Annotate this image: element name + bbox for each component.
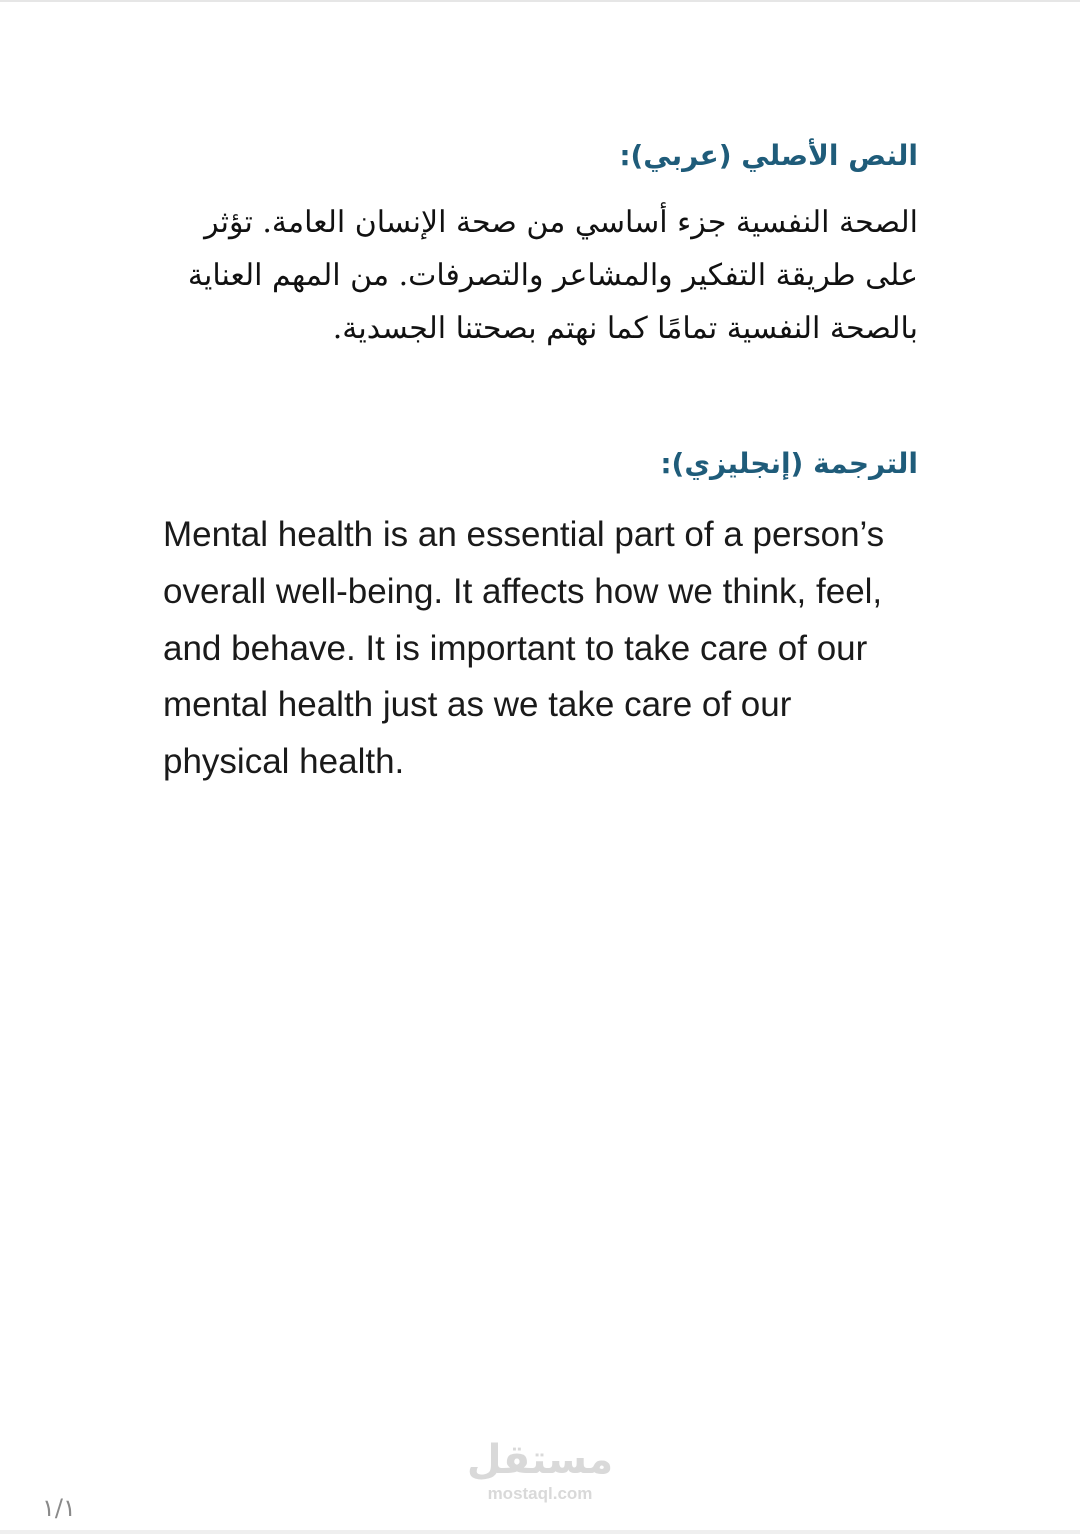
english-translation-paragraph: Mental health is an essential part of a person’s overall well-being. It affects how we think, feel, and behave. It is important to take care of our mental health just as we take care of our physical health.	[163, 515, 885, 782]
original-arabic-paragraph: الصحة النفسية جزء أساسي من صحة الإنسان العامة. تؤثر على طريقة التفكير والمشاعر والتصرفات. من المهم العناية بالصحة النفسية تمامًا كما نهتم بصحتنا الجسدية.	[187, 205, 918, 346]
mostaql-watermark	[462, 1436, 618, 1504]
original-text-heading: النص الأصلي (عربي):	[619, 139, 918, 172]
bottom-divider	[0, 1530, 1080, 1534]
watermark-domain: mostaql.com	[487, 1484, 593, 1503]
translation-heading: الترجمة (إنجليزي):	[660, 447, 918, 480]
watermark-arabic-logo: مستقل	[466, 1437, 614, 1483]
page-number: ١/١	[42, 1494, 76, 1522]
top-divider	[0, 0, 1080, 2]
